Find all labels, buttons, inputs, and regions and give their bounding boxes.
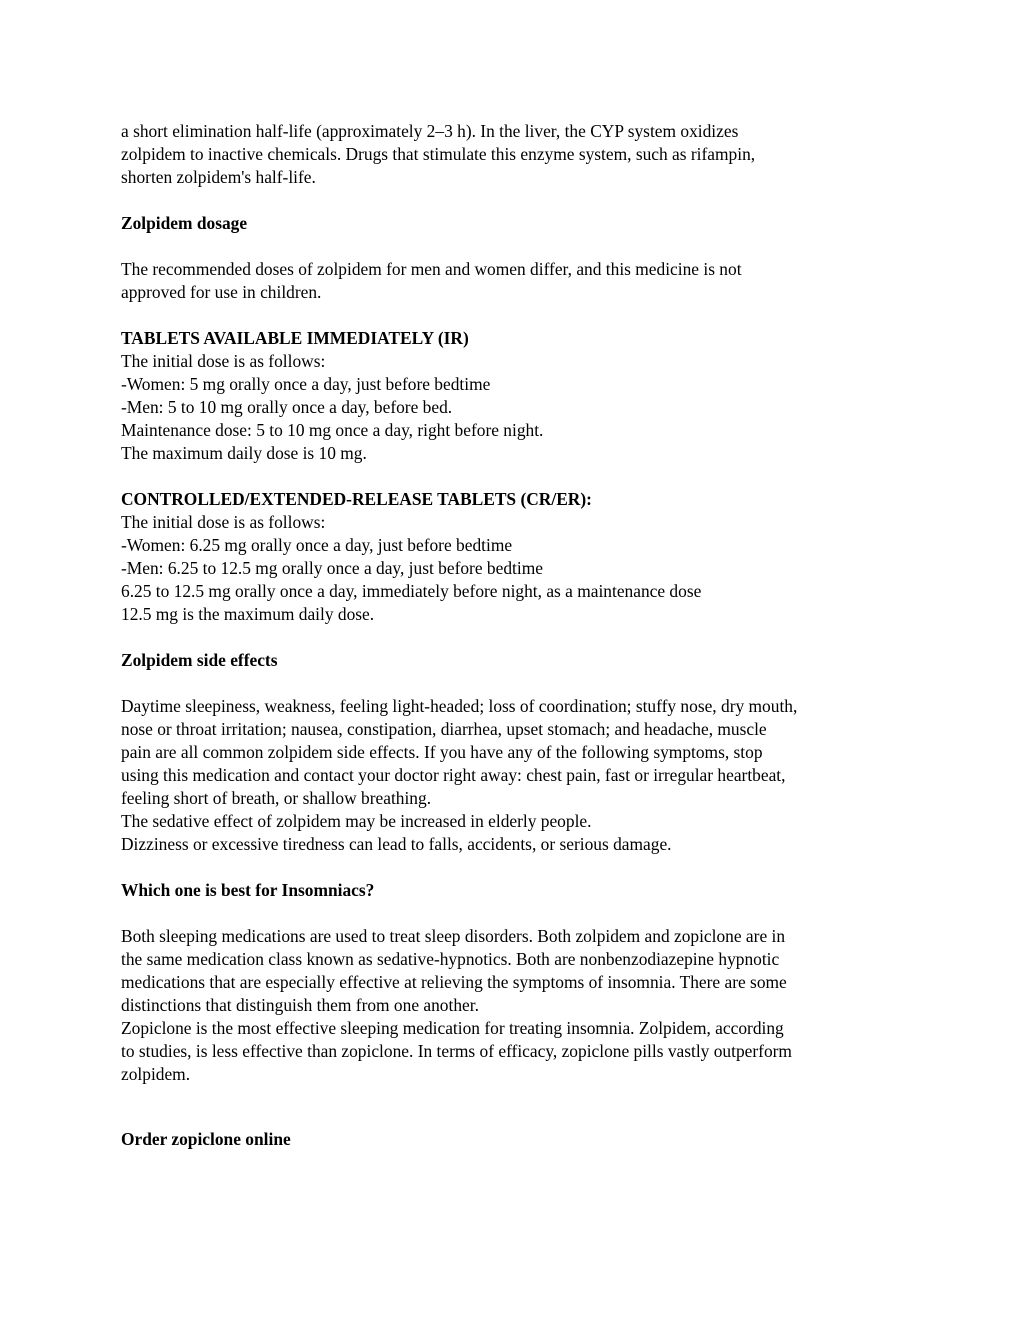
text-line: feeling short of breath, or shallow breathing. <box>121 788 432 808</box>
text-line: pain are all common zolpidem side effects. If you have any of the following symptoms, stop <box>121 742 763 762</box>
best-paragraph <box>121 925 911 1086</box>
text-line: -Women: 5 mg orally once a day, just before bedtime <box>121 374 491 394</box>
text-line: Maintenance dose: 5 to 10 mg once a day, right before night. <box>121 420 544 440</box>
text-line: 6.25 to 12.5 mg orally once a day, immediately before night, as a maintenance dose <box>121 581 702 601</box>
text-line: using this medication and contact your doctor right away: chest pain, fast or irregular heartbeat, <box>121 765 786 785</box>
text-line: shorten zolpidem's half-life. <box>121 167 316 187</box>
cr-paragraph <box>121 511 911 626</box>
text-line: -Men: 5 to 10 mg orally once a day, before bed. <box>121 397 453 417</box>
text-line: The initial dose is as follows: <box>121 512 326 532</box>
text-line: -Women: 6.25 mg orally once a day, just before bedtime <box>121 535 513 555</box>
text-line: Daytime sleepiness, weakness, feeling light-headed; loss of coordination; stuffy nose, dry mouth, <box>121 696 798 716</box>
text-line: The recommended doses of zolpidem for men and women differ, and this medicine is not <box>121 259 742 279</box>
text-line: zolpidem to inactive chemicals. Drugs that stimulate this enzyme system, such as rifampin, <box>121 144 756 164</box>
dosage-paragraph <box>121 258 911 304</box>
text-line: approved for use in children. <box>121 282 322 302</box>
text-line: the same medication class known as sedative-hypnotics. Both are nonbenzodiazepine hypnotic <box>121 949 780 969</box>
ir-paragraph <box>121 350 911 465</box>
text-line: 12.5 mg is the maximum daily dose. <box>121 604 375 624</box>
section-heading-side-effects: Zolpidem side effects <box>121 650 278 670</box>
section-heading-cr: CONTROLLED/EXTENDED-RELEASE TABLETS (CR/ER): <box>121 489 592 509</box>
text-line: -Men: 6.25 to 12.5 mg orally once a day, just before bedtime <box>121 558 543 578</box>
text-line: medications that are especially effective at relieving the symptoms of insomnia. There are some <box>121 972 787 992</box>
text-line: a short elimination half-life (approximately 2–3 h). In the liver, the CYP system oxidizes <box>121 121 739 141</box>
text-line: The initial dose is as follows: <box>121 351 326 371</box>
text-line: The sedative effect of zolpidem may be increased in elderly people. <box>121 811 592 831</box>
text-line: nose or throat irritation; nausea, constipation, diarrhea, upset stomach; and headache, muscle <box>121 719 767 739</box>
side-effects-paragraph <box>121 695 911 856</box>
text-line: distinctions that distinguish them from one another. <box>121 995 479 1015</box>
text-line: Zopiclone is the most effective sleeping medication for treating insomnia. Zolpidem, according <box>121 1018 784 1038</box>
text-line: Both sleeping medications are used to treat sleep disorders. Both zolpidem and zopiclone are in <box>121 926 786 946</box>
intro-paragraph <box>121 120 911 189</box>
section-heading-ir: TABLETS AVAILABLE IMMEDIATELY (IR) <box>121 328 469 348</box>
section-heading-best: Which one is best for Insomniacs? <box>121 880 375 900</box>
document-page <box>121 120 911 1151</box>
text-line: Dizziness or excessive tiredness can lead to falls, accidents, or serious damage. <box>121 834 672 854</box>
text-line: The maximum daily dose is 10 mg. <box>121 443 367 463</box>
section-heading-order: Order zopiclone online <box>121 1129 291 1149</box>
text-line: zolpidem. <box>121 1064 191 1084</box>
text-line: to studies, is less effective than zopiclone. In terms of efficacy, zopiclone pills vastly outperform <box>121 1041 792 1061</box>
section-heading-dosage: Zolpidem dosage <box>121 213 248 233</box>
